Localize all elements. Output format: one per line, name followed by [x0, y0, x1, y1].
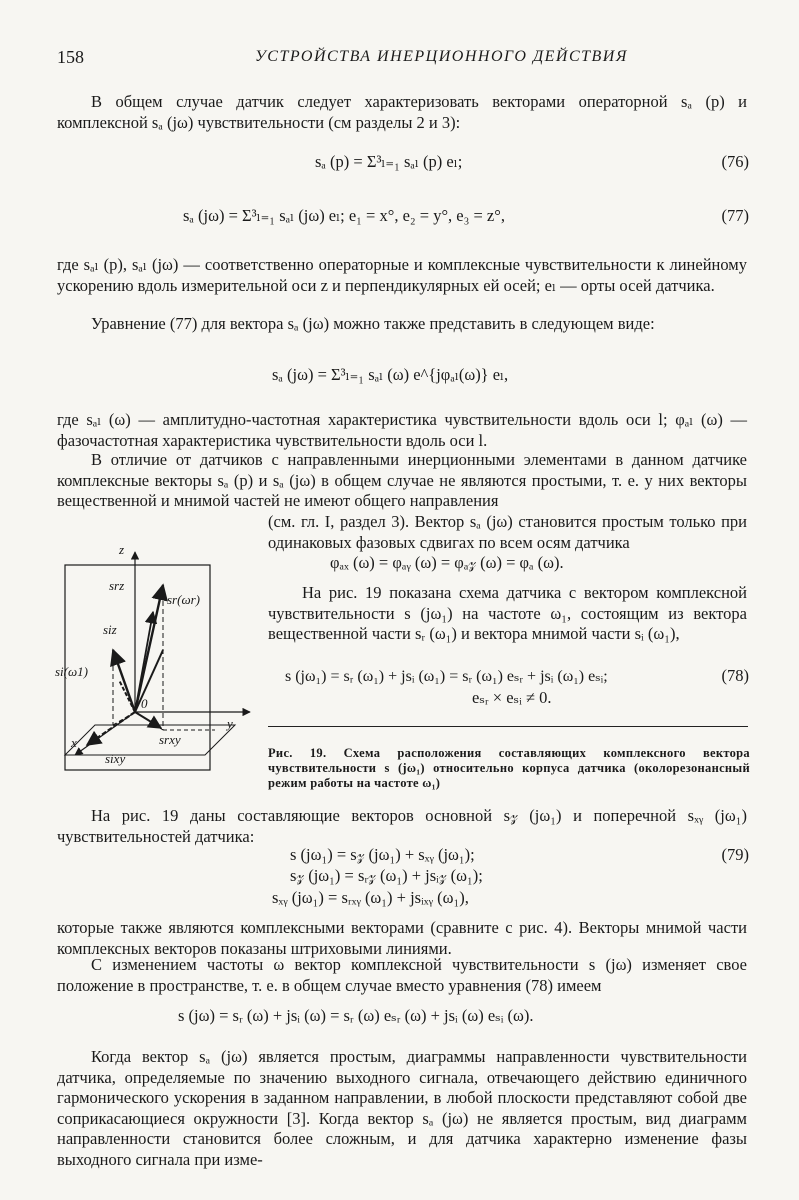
equation-78-condition: eₛᵣ × eₛᵢ ≠ 0. [472, 688, 552, 707]
srxy-label: srxy [159, 732, 181, 747]
s-vector [135, 650, 163, 712]
paragraph-6: На рис. 19 показана схема датчика с вектором комплексной чувствительности s (jω₁) на частоте ω₁, состоящим из вектора вещественной части sᵣ (ω₁) и вектора мнимой части sᵢ (ω₁), [268, 583, 747, 643]
paragraph-8: которые также являются комплексными векторами (сравните с рис. 4). Векторы мнимой части комплексных векторов показаны штриховыми линиями. [57, 918, 747, 958]
z-axis-label: z [119, 542, 125, 557]
paragraph-4: где sₐₗ (ω) — амплитудно-частотная характеристика чувствительности вдоль оси l; φₐₗ (ω) — фазочастотная характеристика чувствительности вдоль оси l. [57, 410, 747, 450]
paragraph-5: В отличие от датчиков с направленными инерционными элементами в данном датчике комплексные векторы sₐ (p) и sₐ (jω) в общем случае не являются простыми, т. е. у них векторы вещественной и мнимой частей не имеют общего направления [57, 450, 747, 510]
equation-polar: sₐ (jω) = Σ³ₗ₌₁ sₐₗ (ω) e^{jφₐₗ(ω)} eₗ, [272, 365, 509, 384]
equation-79-number: (79) [721, 845, 749, 864]
srz-label: srz [109, 578, 125, 593]
paragraph-9: С изменением частоты ω вектор комплексной чувствительности s (jω) изменяет свое положение в пространстве, т. е. в общем случае вместо уравнения (78) имеем [57, 955, 747, 995]
equation-78-number: (78) [721, 666, 749, 685]
running-title: УСТРОЙСТВА ИНЕРЦИОННОГО ДЕЙСТВИЯ [255, 48, 628, 65]
page-number: 158 [57, 47, 84, 67]
figure-caption: Рис. 19. Схема расположения составляющих комплексного вектора чувствительности s (jω₁) относительно корпуса датчика (околорезонансный режим работы на частоте ω₁) [268, 746, 750, 790]
equation-78: s (jω₁) = sᵣ (ω₁) + jsᵢ (ω₁) = sᵣ (ω₁) eₛᵣ + jsᵢ (ω₁) eₛᵢ; [285, 668, 608, 685]
y-axis-label: y [227, 716, 233, 731]
equation-76-number: (76) [721, 152, 749, 171]
sixy-label: sixy [105, 751, 126, 766]
origin-label: 0 [141, 696, 148, 711]
equation-79c: sₓᵧ (jω₁) = sᵣₓᵧ (ω₁) + jsᵢₓᵧ (ω₁), [272, 888, 469, 907]
equation-phase: φₐₓ (ω) = φₐᵧ (ω) = φₐ𝓏 (ω) = φₐ (ω). [330, 553, 564, 572]
si-vector [113, 650, 135, 712]
srxy-vector [135, 712, 161, 728]
sr-label: sr(ωr) [167, 592, 201, 607]
equation-77: sₐ (jω) = Σ³ₗ₌₁ sₐₗ (jω) eₗ; e₁ = x°, e₂ = y°, e₃ = z°, [183, 206, 505, 225]
paragraph-2: где sₐₗ (p), sₐₗ (jω) — соответственно операторные и комплексные чувствительности к линейному ускорению вдоль измерительной оси z и перпендикулярных ей осей; eₗ — орты осей датчика. [57, 255, 747, 295]
x-axis-label: x [71, 735, 77, 750]
paragraph-5-continued: (см. гл. I, раздел 3). Вектор sₐ (jω) становится простым только при одинаковых фазовых сдвигах по всем осям датчика [268, 512, 747, 552]
equation-77-number: (77) [721, 206, 749, 225]
equation-79a: s (jω₁) = s𝓏 (jω₁) + sₓᵧ (jω₁); [290, 845, 475, 864]
figure-rule [268, 726, 748, 727]
equation-80: s (jω) = sᵣ (ω) + jsᵢ (ω) = sᵣ (ω) eₛᵣ (ω) + jsᵢ (ω) eₛᵢ (ω). [178, 1006, 534, 1025]
siz-label: siz [103, 622, 117, 637]
si-label: si(ω1) [55, 664, 89, 679]
equation-76: sₐ (p) = Σ³ₗ₌₁ sₐₗ (p) eₗ; [315, 152, 463, 171]
equation-79b: s𝓏 (jω₁) = sᵣ𝓏 (ω₁) + jsᵢ𝓏 (ω₁); [290, 866, 483, 885]
paragraph-1: В общем случае датчик следует характеризовать векторами операторной sₐ (p) и комплексной sₐ (jω) чувствительности (см разделы 2 и 3): [57, 92, 747, 132]
paragraph-7: На рис. 19 даны составляющие векторов основной s𝓏 (jω₁) и поперечной sₓᵧ (jω₁) чувствительностей датчика: [57, 806, 747, 846]
paragraph-10: Когда вектор sₐ (jω) является простым, диаграммы направленности чувствительности датчика, определяемые по значению выходного сигнала, отвечающего действию единичного гармонического ускорения в заданном направлении, в любой плоскости представляют собой две соприкасающиеся окружности [3]. Когда вектор sₐ (jω) не является простым, вид диаграмм направленности становится более сложным, и для датчика характерно изменение фазы выходного сигнала при изме- [57, 1047, 747, 1169]
figure-19-diagram [55, 540, 265, 775]
sixy-vector [87, 712, 135, 745]
paragraph-3: Уравнение (77) для вектора sₐ (jω) можно также представить в следующем виде: [91, 314, 655, 333]
